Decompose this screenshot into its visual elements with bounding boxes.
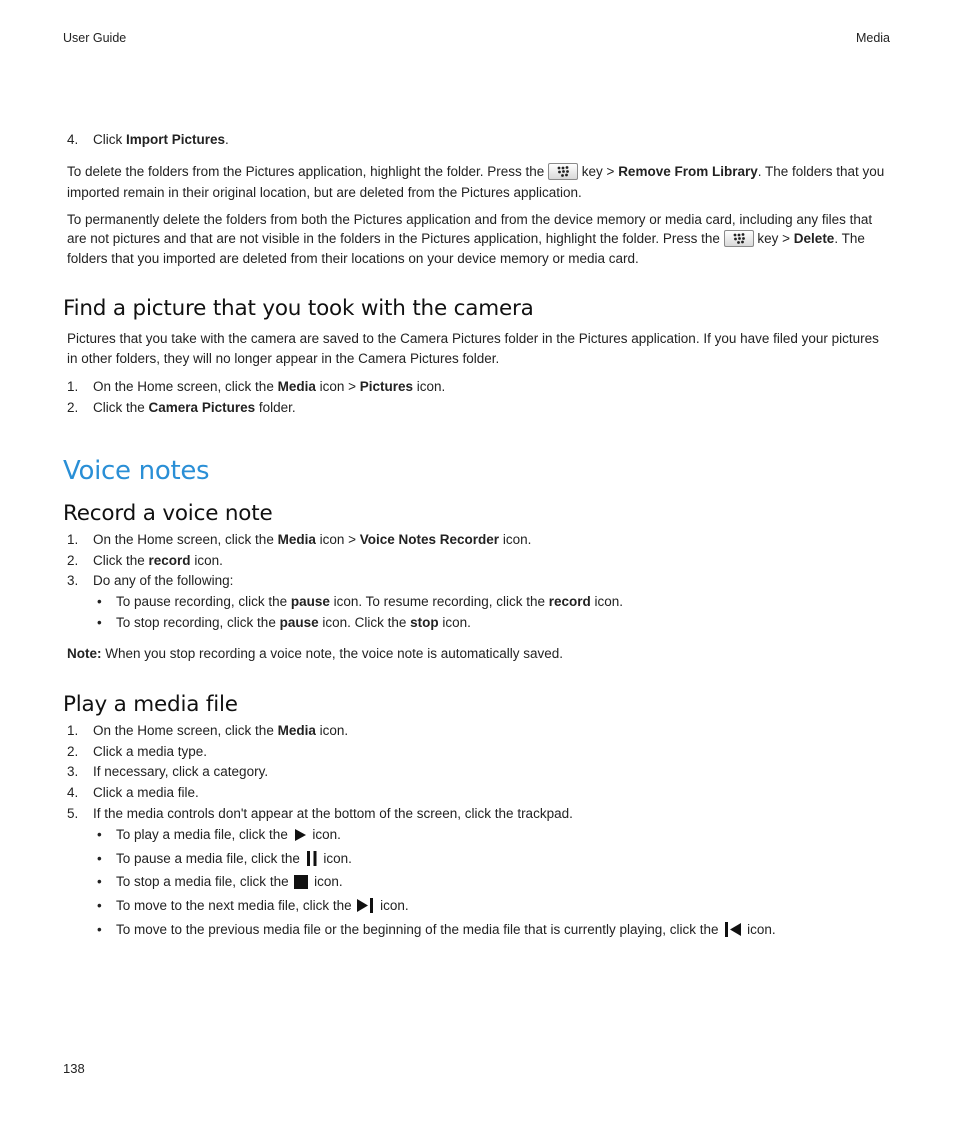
list-item: 1. On the Home screen, click the Media icon > Voice Notes Recorder icon. [67, 531, 532, 547]
list-item: • To stop a media file, click the icon. [93, 872, 893, 896]
previous-track-icon [724, 922, 741, 944]
blackberry-menu-key-icon [548, 163, 578, 180]
running-header-section: Media [855, 31, 890, 45]
list-item: 3. Do any of the following: • To pause recording, click the pause icon. To resume recording, click the record icon. • To stop recording, click the pause icon. Click the stop icon. [63, 571, 893, 633]
record-steps [63, 530, 893, 634]
find-picture-heading: Find a picture that you took with the camera [63, 296, 534, 322]
list-item: 2. Click the record icon. [67, 552, 223, 568]
stop-icon [294, 875, 308, 896]
blackberry-menu-key-icon [724, 230, 754, 247]
import-steps [63, 130, 893, 151]
media-controls-list [93, 825, 893, 944]
list-item: • To move to the previous media file or the beginning of the media file that is currently playing, click the icon. [93, 920, 893, 944]
list-item: 4. Click Import Pictures. [67, 132, 229, 147]
list-item: 1. On the Home screen, click the Media icon. [67, 722, 349, 738]
page-content [63, 130, 893, 944]
find-picture-steps [63, 377, 893, 419]
running-header-title: User Guide [63, 31, 127, 45]
voice-notes-heading: Voice notes [63, 455, 210, 486]
play-icon [294, 828, 307, 849]
list-item: • To pause recording, click the pause icon. To resume recording, click the record icon. [97, 594, 624, 610]
record-note: Note: When you stop recording a voice note, the voice note is automatically saved. [67, 645, 564, 661]
list-item: 3. If necessary, click a category. [67, 764, 269, 780]
play-media-heading: Play a media file [63, 691, 238, 717]
list-item: 2. Click a media type. [67, 743, 208, 759]
record-voice-note-heading: Record a voice note [63, 500, 273, 526]
list-item: • To play a media file, click the icon. [93, 825, 893, 849]
page-number: 138 [63, 1061, 85, 1076]
delete-from-library-paragraph: To delete the folders from the Pictures application, highlight the folder. Press the key > Remove From Library. The folders that you imported remain in their original location, but are deleted from the Pictures application. [67, 163, 885, 200]
record-options-list [93, 592, 893, 634]
list-item: 4. Click a media file. [67, 785, 199, 801]
list-item: • To stop recording, click the pause icon. Click the stop icon. [97, 615, 471, 631]
list-item: 5. If the media controls don't appear at the bottom of the screen, click the trackpad. • To play a media file, click the icon. • To pause a media file, click the icon. • To stop a media file, click the icon. • To move to the next media file, click the icon. • To move to the previous media file or the beginning of the media file that is currently playing, click the icon. [63, 804, 893, 944]
play-steps [63, 721, 893, 944]
list-item: • To move to the next media file, click the icon. [93, 896, 893, 920]
find-picture-intro: Pictures that you take with the camera are saved to the Camera Pictures folder in the Pictures application. If you have filed your pictures in other folders, they will no longer appear in the Camera Pictures folder. [67, 331, 879, 366]
next-track-icon [357, 898, 374, 920]
list-item: • To pause a media file, click the icon. [93, 849, 893, 873]
pause-icon [306, 851, 318, 873]
permanent-delete-paragraph: To permanently delete the folders from both the Pictures application and from the device memory or media card, including any files that are not pictures and that are not visible in the folders in the Pictures application, highlight the folder. Press the key > Delete. The folders that you imported are deleted from their locations on your device memory or media card. [67, 211, 873, 266]
list-item: 2. Click the Camera Pictures folder. [67, 400, 296, 416]
list-item: 1. On the Home screen, click the Media icon > Pictures icon. [67, 379, 446, 395]
